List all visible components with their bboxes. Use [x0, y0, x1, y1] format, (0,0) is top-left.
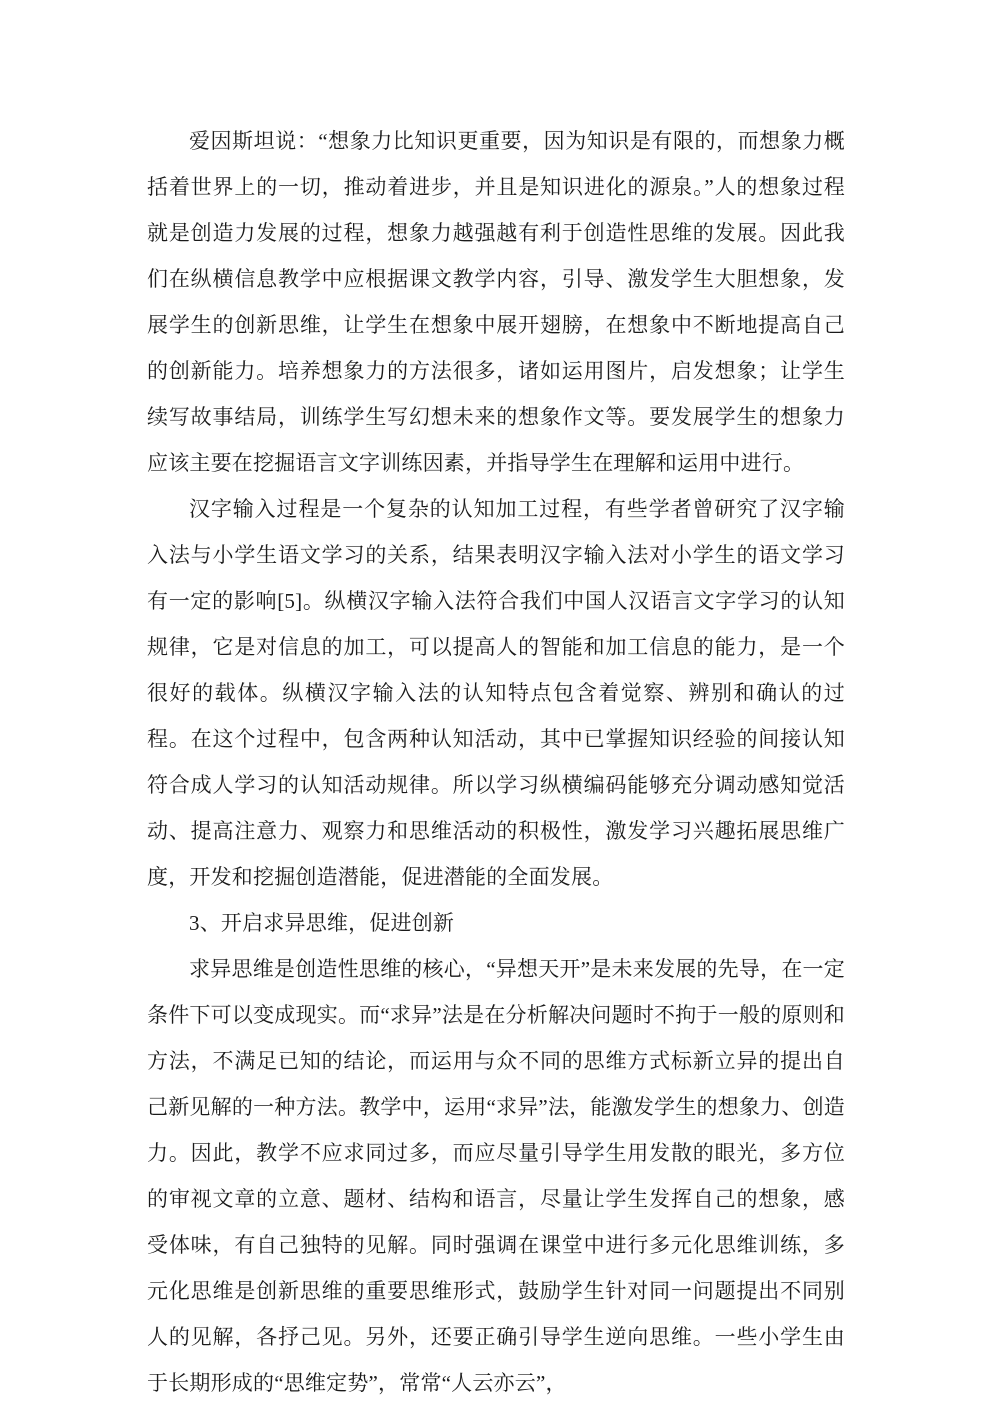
text-area — [147, 118, 845, 1403]
paragraph-character-input: 汉字输入过程是一个复杂的认知加工过程，有些学者曾研究了汉字输入法与小学生语文学习的关系，结果表明汉字输入法对小学生的语文学习有一定的影响[5]。纵横汉字输入法符合我们中国人汉语言文字学习的认知规律，它是对信息的加工，可以提高人的智能和加工信息的能力，是一个很好的载体。纵横汉字输入法的认知特点包含着觉察、辨别和确认的过程。在这个过程中，包含两种认知活动，其中已掌握知识经验的间接认知符合成人学习的认知活动规律。所以学习纵横编码能够充分调动感知觉活动、提高注意力、观察力和思维活动的积极性，激发学习兴趣拓展思维广度，开发和挖掘创造潜能，促进潜能的全面发展。 — [147, 497, 845, 889]
paragraph-imagination: 爱因斯坦说：“想象力比知识更重要，因为知识是有限的，而想象力概括着世界上的一切，推动着进步，并且是知识进化的源泉。”人的想象过程就是创造力发展的过程，想象力越强越有利于创造性思维的发展。因此我们在纵横信息教学中应根据课文教学内容，引导、激发学生大胆想象，发展学生的创新思维，让学生在想象中展开翅膀，在想象中不断地提高自己的创新能力。培养想象力的方法很多，诸如运用图片，启发想象；让学生续写故事结局，训练学生写幻想未来的想象作文等。要发展学生的想象力应该主要在挖掘语言文字训练因素，并指导学生在理解和运用中进行。 — [147, 129, 845, 475]
section-heading-divergent-thinking: 3、开启求异思维，促进创新 — [189, 911, 455, 935]
paragraph-divergent-thinking: 求异思维是创造性思维的核心，“异想天开”是未来发展的先导，在一定条件下可以变成现实。而“求异”法是在分析解决问题时不拘于一般的原则和方法，不满足已知的结论，而运用与众不同的思维方式标新立异的提出自己新见解的一种方法。教学中，运用“求异”法，能激发学生的想象力、创造力。因此，教学不应求同过多，而应尽量引导学生用发散的眼光，多方位的审视文章的立意、题材、结构和语言，尽量让学生发挥自己的想象，感受体味，有自己独特的见解。同时强调在课堂中进行多元化思维训练，多元化思维是创新思维的重要思维形式，鼓励学生针对同一问题提出不同别人的见解，各抒己见。另外，还要正确引导学生逆向思维。一些小学生由于长期形成的“思维定势”，常常“人云亦云”， — [147, 957, 845, 1395]
